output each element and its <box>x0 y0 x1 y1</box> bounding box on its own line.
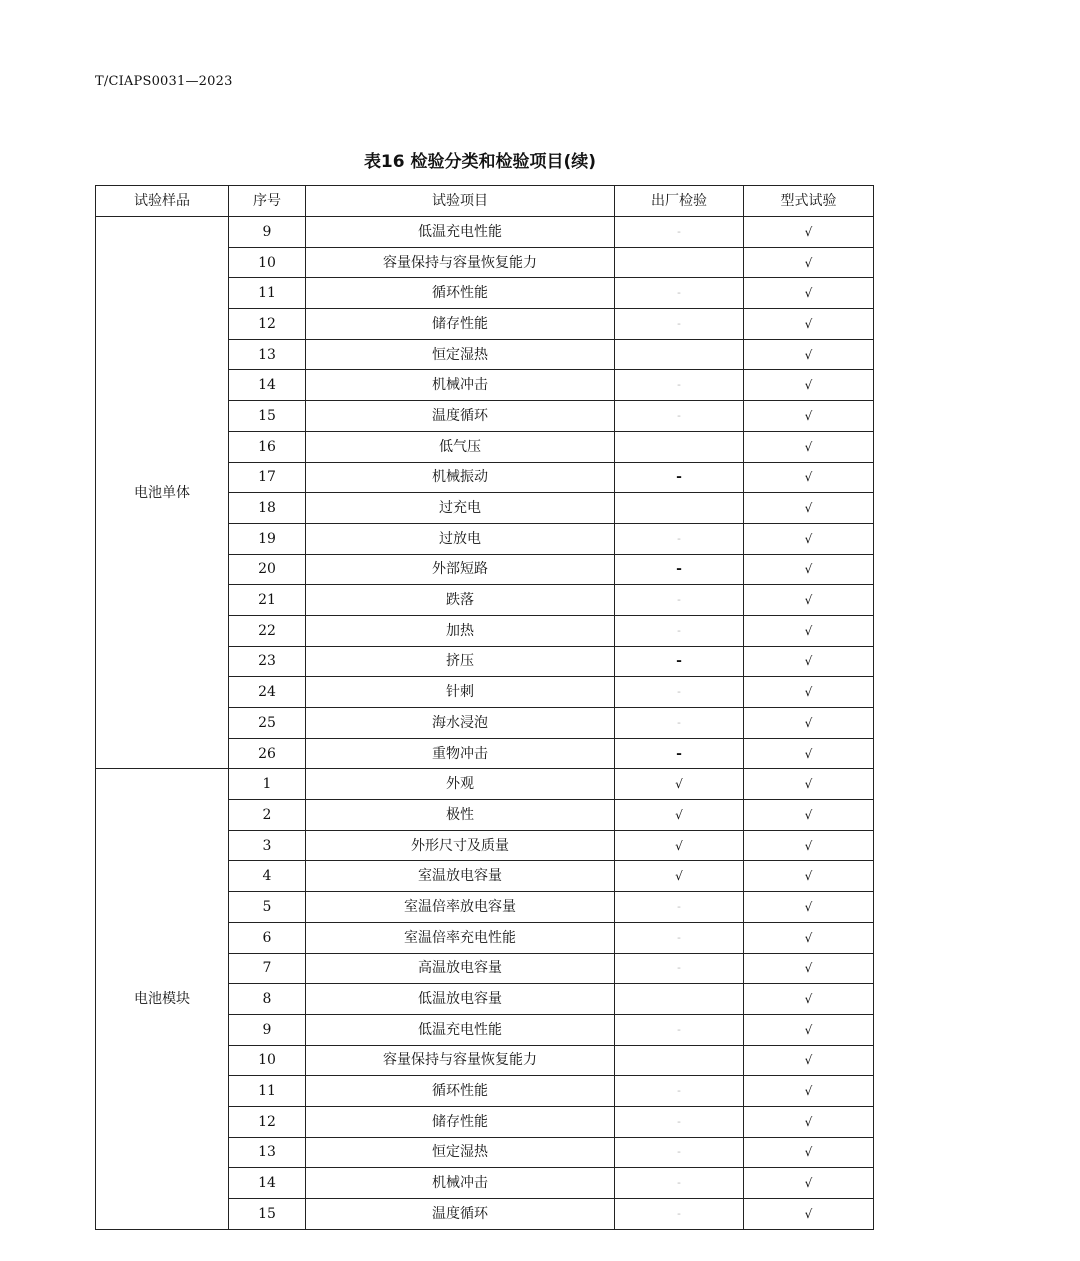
type-test-mark: √ <box>744 523 874 554</box>
test-item: 室温倍率充电性能 <box>306 922 615 953</box>
test-item: 重物冲击 <box>306 738 615 769</box>
row-number: 24 <box>229 677 306 708</box>
type-test-mark: √ <box>744 278 874 309</box>
factory-inspection-mark: √ <box>615 830 744 861</box>
header-sample: 试验样品 <box>96 186 229 217</box>
row-number: 9 <box>229 217 306 248</box>
table-body <box>96 217 874 1230</box>
row-number: 8 <box>229 984 306 1015</box>
row-number: 26 <box>229 738 306 769</box>
test-item: 循环性能 <box>306 278 615 309</box>
test-item: 室温放电容量 <box>306 861 615 892</box>
type-test-mark: √ <box>744 462 874 493</box>
type-test-mark: √ <box>744 984 874 1015</box>
row-number: 17 <box>229 462 306 493</box>
test-item: 恒定湿热 <box>306 339 615 370</box>
factory-inspection-mark: - <box>615 1168 744 1199</box>
row-number: 1 <box>229 769 306 800</box>
type-test-mark: √ <box>744 431 874 462</box>
row-number: 19 <box>229 523 306 554</box>
test-item: 过放电 <box>306 523 615 554</box>
type-test-mark: √ <box>744 861 874 892</box>
type-test-mark: √ <box>744 769 874 800</box>
test-item: 外形尺寸及质量 <box>306 830 615 861</box>
sample-cell: 电池单体 <box>96 217 229 769</box>
test-item: 机械冲击 <box>306 370 615 401</box>
type-test-mark: √ <box>744 1137 874 1168</box>
test-item: 低温充电性能 <box>306 1014 615 1045</box>
type-test-mark: √ <box>744 892 874 923</box>
factory-inspection-mark: - <box>615 708 744 739</box>
row-number: 9 <box>229 1014 306 1045</box>
row-number: 20 <box>229 554 306 585</box>
row-number: 11 <box>229 1076 306 1107</box>
test-item: 容量保持与容量恢复能力 <box>306 247 615 278</box>
type-test-mark: √ <box>744 585 874 616</box>
test-item: 容量保持与容量恢复能力 <box>306 1045 615 1076</box>
type-test-mark: √ <box>744 554 874 585</box>
test-item: 低温充电性能 <box>306 217 615 248</box>
type-test-mark: √ <box>744 922 874 953</box>
sample-cell: 电池模块 <box>96 769 229 1229</box>
row-number: 15 <box>229 401 306 432</box>
factory-inspection-mark: - <box>615 615 744 646</box>
factory-inspection-mark: - <box>615 554 744 585</box>
row-number: 11 <box>229 278 306 309</box>
test-item: 高温放电容量 <box>306 953 615 984</box>
type-test-mark: √ <box>744 247 874 278</box>
factory-inspection-mark <box>615 339 744 370</box>
test-item: 挤压 <box>306 646 615 677</box>
test-item: 过充电 <box>306 493 615 524</box>
row-number: 25 <box>229 708 306 739</box>
row-number: 3 <box>229 830 306 861</box>
type-test-mark: √ <box>744 953 874 984</box>
test-item: 机械冲击 <box>306 1168 615 1199</box>
row-number: 12 <box>229 1106 306 1137</box>
factory-inspection-mark: - <box>615 401 744 432</box>
row-number: 23 <box>229 646 306 677</box>
row-number: 6 <box>229 922 306 953</box>
factory-inspection-mark <box>615 493 744 524</box>
factory-inspection-mark <box>615 247 744 278</box>
row-number: 10 <box>229 1045 306 1076</box>
test-item: 室温倍率放电容量 <box>306 892 615 923</box>
row-number: 4 <box>229 861 306 892</box>
factory-inspection-mark: - <box>615 646 744 677</box>
factory-inspection-mark: - <box>615 677 744 708</box>
type-test-mark: √ <box>744 1045 874 1076</box>
test-item: 外观 <box>306 769 615 800</box>
type-test-mark: √ <box>744 615 874 646</box>
row-number: 13 <box>229 339 306 370</box>
test-item: 海水浸泡 <box>306 708 615 739</box>
test-item: 低温放电容量 <box>306 984 615 1015</box>
inspection-table <box>95 185 874 1230</box>
type-test-mark: √ <box>744 1014 874 1045</box>
test-item: 温度循环 <box>306 401 615 432</box>
factory-inspection-mark: - <box>615 309 744 340</box>
factory-inspection-mark: - <box>615 1199 744 1230</box>
test-item: 储存性能 <box>306 1106 615 1137</box>
type-test-mark: √ <box>744 738 874 769</box>
factory-inspection-mark <box>615 1045 744 1076</box>
test-item: 跌落 <box>306 585 615 616</box>
table-header-row <box>96 186 874 217</box>
factory-inspection-mark: √ <box>615 861 744 892</box>
factory-inspection-mark: - <box>615 922 744 953</box>
type-test-mark: √ <box>744 1076 874 1107</box>
factory-inspection-mark: √ <box>615 769 744 800</box>
test-item: 温度循环 <box>306 1199 615 1230</box>
test-item: 循环性能 <box>306 1076 615 1107</box>
test-item: 恒定湿热 <box>306 1137 615 1168</box>
factory-inspection-mark <box>615 431 744 462</box>
test-item: 储存性能 <box>306 309 615 340</box>
row-number: 13 <box>229 1137 306 1168</box>
type-test-mark: √ <box>744 646 874 677</box>
row-number: 12 <box>229 309 306 340</box>
factory-inspection-mark: - <box>615 892 744 923</box>
test-item: 机械振动 <box>306 462 615 493</box>
factory-inspection-mark: - <box>615 462 744 493</box>
row-number: 14 <box>229 1168 306 1199</box>
test-item: 极性 <box>306 800 615 831</box>
factory-inspection-mark: - <box>615 1076 744 1107</box>
row-number: 7 <box>229 953 306 984</box>
row-number: 18 <box>229 493 306 524</box>
row-number: 15 <box>229 1199 306 1230</box>
factory-inspection-mark: - <box>615 953 744 984</box>
factory-inspection-mark: - <box>615 738 744 769</box>
factory-inspection-mark: - <box>615 585 744 616</box>
table-row <box>96 217 874 248</box>
row-number: 22 <box>229 615 306 646</box>
type-test-mark: √ <box>744 401 874 432</box>
table-title: 表16 检验分类和检验项目(续) <box>363 152 597 172</box>
type-test-mark: √ <box>744 217 874 248</box>
header-type-test: 型式试验 <box>744 186 874 217</box>
header-item: 试验项目 <box>306 186 615 217</box>
type-test-mark: √ <box>744 339 874 370</box>
type-test-mark: √ <box>744 677 874 708</box>
table-row <box>96 769 874 800</box>
factory-inspection-mark: - <box>615 523 744 554</box>
type-test-mark: √ <box>744 1199 874 1230</box>
test-item: 加热 <box>306 615 615 646</box>
factory-inspection-mark: - <box>615 278 744 309</box>
type-test-mark: √ <box>744 493 874 524</box>
type-test-mark: √ <box>744 800 874 831</box>
type-test-mark: √ <box>744 1168 874 1199</box>
row-number: 16 <box>229 431 306 462</box>
factory-inspection-mark: - <box>615 370 744 401</box>
row-number: 2 <box>229 800 306 831</box>
test-item: 外部短路 <box>306 554 615 585</box>
header-no: 序号 <box>229 186 306 217</box>
row-number: 5 <box>229 892 306 923</box>
factory-inspection-mark: - <box>615 1106 744 1137</box>
factory-inspection-mark: √ <box>615 800 744 831</box>
type-test-mark: √ <box>744 708 874 739</box>
type-test-mark: √ <box>744 309 874 340</box>
factory-inspection-mark <box>615 984 744 1015</box>
factory-inspection-mark: - <box>615 1014 744 1045</box>
row-number: 21 <box>229 585 306 616</box>
type-test-mark: √ <box>744 1106 874 1137</box>
factory-inspection-mark: - <box>615 217 744 248</box>
test-item: 低气压 <box>306 431 615 462</box>
test-item: 针刺 <box>306 677 615 708</box>
type-test-mark: √ <box>744 830 874 861</box>
row-number: 14 <box>229 370 306 401</box>
header-factory-inspection: 出厂检验 <box>615 186 744 217</box>
factory-inspection-mark: - <box>615 1137 744 1168</box>
document-code: T/CIAPS0031—2023 <box>95 74 233 89</box>
type-test-mark: √ <box>744 370 874 401</box>
row-number: 10 <box>229 247 306 278</box>
